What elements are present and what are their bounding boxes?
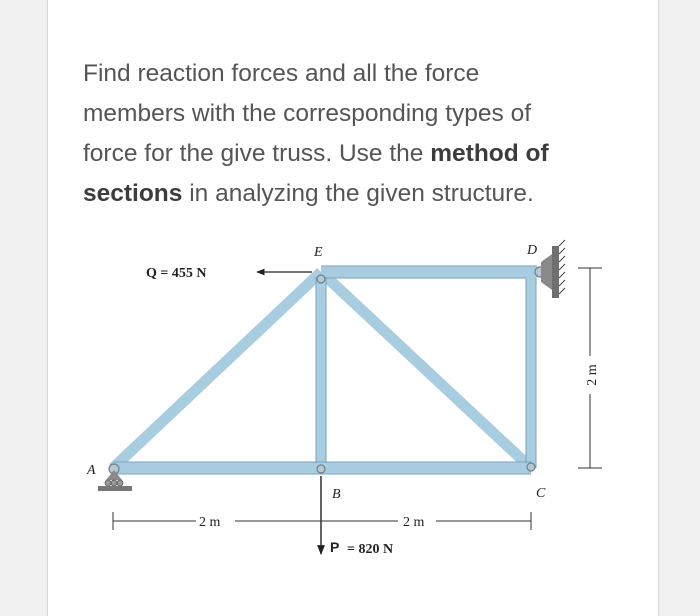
problem-line-1: Find reaction forces and all the force <box>83 60 480 87</box>
problem-line-4-text: in analyzing the given structure. <box>182 180 534 207</box>
load-q-label: Q = 455 N <box>146 266 207 281</box>
joint-pins <box>109 267 545 474</box>
truss-members <box>113 272 537 468</box>
dim-label-height: 2 m <box>585 364 600 386</box>
load-p-symbol: P <box>330 539 340 555</box>
member-ae <box>113 272 321 468</box>
node-label-e: E <box>314 245 323 260</box>
node-label-d: D <box>527 243 538 258</box>
pin-b <box>317 465 325 473</box>
dim-label-right: 2 m <box>403 515 425 530</box>
horizontal-dimension <box>113 512 531 530</box>
dim-label-left: 2 m <box>199 515 221 530</box>
node-label-c: C <box>536 486 546 501</box>
problem-line-3-text: force for the give truss. Use the <box>83 140 431 167</box>
problem-line-2: members with the corresponding types of <box>83 100 532 127</box>
node-label-b: B <box>332 487 341 502</box>
node-label-a: A <box>87 463 96 478</box>
load-p-value: = 820 N <box>347 542 394 557</box>
sections-emphasis: sections <box>83 180 183 207</box>
pin-e <box>317 275 325 283</box>
method-of-emphasis: method of <box>430 140 549 167</box>
pin-support-d <box>541 240 565 298</box>
pin-c <box>527 463 535 471</box>
member-ec <box>321 272 531 468</box>
